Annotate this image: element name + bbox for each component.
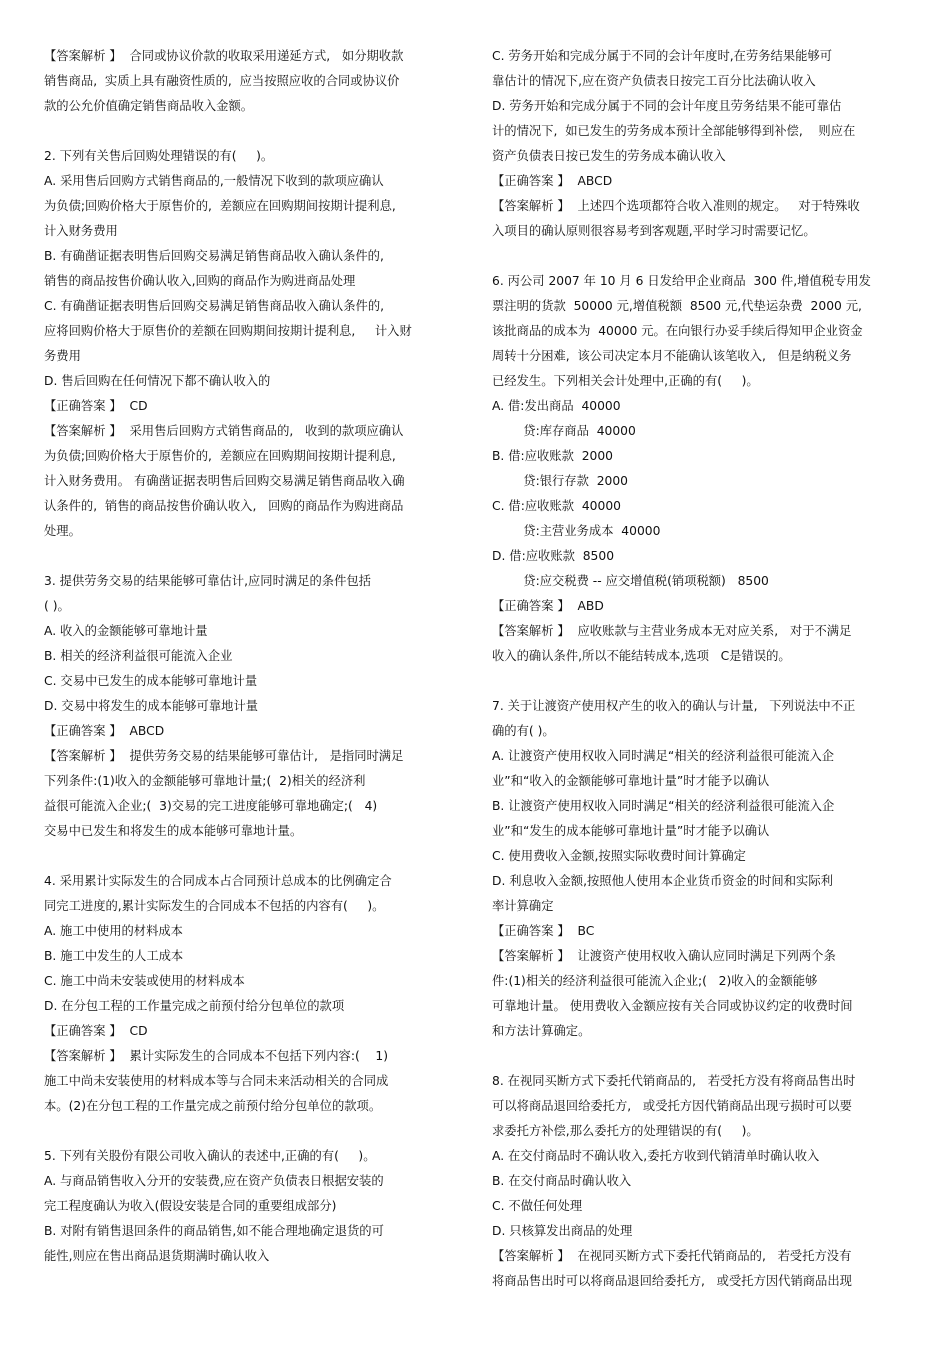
text-line: 求委托方补偿,那么委托方的处理错误的有( )。: [492, 1124, 759, 1138]
text-line: 和方法计算确定。: [492, 1024, 591, 1038]
text-line: 4. 采用累计实际发生的合同成本占合同预计总成本的比例确定合: [44, 874, 392, 888]
text-line: 【答案解析 】 提供劳务交易的结果能够可靠估计, 是指同时满足: [44, 749, 404, 763]
text-line: 收入的确认条件,所以不能结转成本,选项 C是错误的。: [492, 649, 791, 663]
text-line: 2. 下列有关售后回购处理错误的有( )。: [44, 149, 274, 163]
text-line: 计的情况下, 如已发生的劳务成本预计全部能够得到补偿, 则应在: [492, 124, 856, 138]
text-line: C. 交易中已发生的成本能够可靠地计量: [44, 674, 258, 688]
text-line: C. 不做任何处理: [492, 1199, 583, 1213]
text-line: B. 对附有销售退回条件的商品销售,如不能合理地确定退货的可: [44, 1224, 384, 1238]
text-line: A. 收入的金额能够可靠地计量: [44, 624, 208, 638]
text-line: A. 与商品销售收入分开的安装费,应在资产负债表日根据安装的: [44, 1174, 384, 1188]
left-column: [44, 44, 454, 1269]
text-line: [44, 1119, 454, 1144]
text-line: [492, 244, 904, 269]
text-line: 该批商品的成本为 40000 元。在向银行办妥手续后得知甲企业资金: [492, 324, 863, 338]
text-line: 同完工进度的,累计实际发生的合同成本不包括的内容有( )。: [44, 899, 385, 913]
text-line: 【答案解析 】 应收账款与主营业务成本无对应关系, 对于不满足: [492, 624, 852, 638]
text-line: 下列条件:(1)收入的金额能够可靠地计量;( 2)相关的经济利: [44, 774, 366, 788]
text-line: B. 施工中发生的人工成本: [44, 949, 184, 963]
text-line: [44, 844, 454, 869]
text-line: D. 交易中将发生的成本能够可靠地计量: [44, 699, 259, 713]
text-line: 已经发生。下列相关会计处理中,正确的有( )。: [492, 374, 759, 388]
text-line: 周转十分困难, 该公司决定本月不能确认该笔收入, 但是纳税义务: [492, 349, 852, 363]
text-line: 【正确答案 】 ABCD: [492, 174, 613, 188]
text-line: 为负债;回购价格大于原售价的, 差额应在回购期间按期计提利息,: [44, 449, 396, 463]
text-line: 施工中尚未安装使用的材料成本等与合同未来活动相关的合同成: [44, 1074, 389, 1088]
text-line: 计入财务费用: [44, 224, 118, 238]
text-line: [492, 1044, 904, 1069]
text-line: 确的有( )。: [492, 724, 555, 738]
text-line: A. 采用售后回购方式销售商品的,一般情况下收到的款项应确认: [44, 174, 384, 188]
text-line: 贷:库存商品 40000: [492, 424, 636, 438]
text-line: B. 相关的经济利益很可能流入企业: [44, 649, 233, 663]
text-line: A. 借:发出商品 40000: [492, 399, 621, 413]
text-line: ( )。: [44, 599, 70, 613]
text-line: C. 使用费收入金额,按照实际收费时间计算确定: [492, 849, 746, 863]
text-line: 6. 丙公司 2007 年 10 月 6 日发给甲企业商品 300 件,增值税专用发: [492, 274, 871, 288]
text-line: C. 借:应收账款 40000: [492, 499, 621, 513]
text-line: D. 只核算发出商品的处理: [492, 1224, 633, 1238]
text-line: B. 让渡资产使用权收入同时满足“相关的经济利益很可能流入企: [492, 799, 835, 813]
text-line: 【正确答案 】 BC: [492, 924, 595, 938]
text-line: 计入财务费用。 有确凿证据表明售后回购交易满足销售商品收入确: [44, 474, 405, 488]
text-line: [44, 544, 454, 569]
text-line: 完工程度确认为收入(假设安装是合同的重要组成部分): [44, 1199, 337, 1213]
text-line: 可靠地计量。 使用费收入金额应按有关合同或协议约定的收费时间: [492, 999, 853, 1013]
text-line: B. 在交付商品时确认收入: [492, 1174, 632, 1188]
text-line: 8. 在视同买断方式下委托代销商品的, 若受托方没有将商品售出时: [492, 1074, 856, 1088]
text-line: B. 有确凿证据表明售后回购交易满足销售商品收入确认条件的,: [44, 249, 384, 263]
text-line: 5. 下列有关股份有限公司收入确认的表述中,正确的有( )。: [44, 1149, 376, 1163]
text-line: 7. 关于让渡资产使用权产生的收入的确认与计量, 下列说法中不正: [492, 699, 856, 713]
text-line: C. 有确凿证据表明售后回购交易满足销售商品收入确认条件的,: [44, 299, 385, 313]
text-line: 销售商品, 实质上具有融资性质的, 应当按照应收的合同或协议价: [44, 74, 400, 88]
text-line: 本。(2)在分包工程的工作量完成之前预付给分包单位的款项。: [44, 1099, 382, 1113]
text-line: 【答案解析 】 在视同买断方式下委托代销商品的, 若受托方没有: [492, 1249, 852, 1263]
text-line: 【正确答案 】 ABCD: [44, 724, 165, 738]
text-line: D. 借:应收账款 8500: [492, 549, 615, 563]
text-line: [44, 119, 454, 144]
text-line: 【答案解析 】 采用售后回购方式销售商品的, 收到的款项应确认: [44, 424, 404, 438]
text-line: A. 让渡资产使用权收入同时满足“相关的经济利益很可能流入企: [492, 749, 835, 763]
right-column: [492, 44, 904, 1294]
text-line: 款的公允价值确定销售商品收入金额。: [44, 99, 254, 113]
text-line: D. 劳务开始和完成分属于不同的会计年度且劳务结果不能可靠估: [492, 99, 842, 113]
text-line: 3. 提供劳务交易的结果能够可靠估计,应同时满足的条件包括: [44, 574, 371, 588]
text-line: C. 施工中尚未安装或使用的材料成本: [44, 974, 245, 988]
text-line: 贷:主营业务成本 40000: [492, 524, 661, 538]
text-line: D. 在分包工程的工作量完成之前预付给分包单位的款项: [44, 999, 345, 1013]
text-line: 【答案解析 】 合同或协议价款的收取采用递延方式, 如分期收款: [44, 49, 404, 63]
text-line: 【正确答案 】 ABD: [492, 599, 604, 613]
text-line: B. 借:应收账款 2000: [492, 449, 613, 463]
text-line: 【正确答案 】 CD: [44, 399, 148, 413]
text-line: 【正确答案 】 CD: [44, 1024, 148, 1038]
text-line: 入项目的确认原则很容易考到客观题,平时学习时需要记忆。: [492, 224, 816, 238]
text-line: 票注明的货款 50000 元,增值税额 8500 元,代垫运杂费 2000 元,: [492, 299, 862, 313]
text-line: 【答案解析 】 累计实际发生的合同成本不包括下列内容:( 1): [44, 1049, 389, 1063]
text-line: 业”和“发生的成本能够可靠地计量”时才能予以确认: [492, 824, 770, 838]
text-line: 应将回购价格大于原售价的差额在回购期间按期计提利息, 计入财: [44, 324, 412, 338]
text-line: 贷:银行存款 2000: [492, 474, 629, 488]
text-line: 资产负债表日按已发生的劳务成本确认收入: [492, 149, 726, 163]
text-line: 件:(1)相关的经济利益很可能流入企业;( 2)收入的金额能够: [492, 974, 818, 988]
text-line: 【答案解析 】 上述四个选项都符合收入准则的规定。 对于特殊收: [492, 199, 860, 213]
text-line: D. 利息收入金额,按照他人使用本企业货币资金的时间和实际利: [492, 874, 833, 888]
text-line: 销售的商品按售价确认收入,回购的商品作为购进商品处理: [44, 274, 356, 288]
text-line: D. 售后回购在任何情况下都不确认收入的: [44, 374, 271, 388]
text-line: 率计算确定: [492, 899, 554, 913]
text-line: 益很可能流入企业;( 3)交易的完工进度能够可靠地确定;( 4): [44, 799, 378, 813]
text-line: A. 在交付商品时不确认收入,委托方收到代销清单时确认收入: [492, 1149, 820, 1163]
text-line: 务费用: [44, 349, 81, 363]
text-line: C. 劳务开始和完成分属于不同的会计年度时,在劳务结果能够可: [492, 49, 833, 63]
text-line: 可以将商品退回给委托方, 或受托方因代销商品出现亏损时可以要: [492, 1099, 852, 1113]
text-line: 业”和“收入的金额能够可靠地计量”时才能予以确认: [492, 774, 770, 788]
text-line: [492, 669, 904, 694]
text-line: 将商品售出时可以将商品退回给委托方, 或受托方因代销商品出现: [492, 1274, 852, 1288]
text-line: 处理。: [44, 524, 81, 538]
text-line: 能性,则应在售出商品退货期满时确认收入: [44, 1249, 270, 1263]
text-line: 靠估计的情况下,应在资产负债表日按完工百分比法确认收入: [492, 74, 816, 88]
text-line: A. 施工中使用的材料成本: [44, 924, 183, 938]
text-line: 交易中已发生和将发生的成本能够可靠地计量。: [44, 824, 303, 838]
text-line: 认条件的, 销售的商品按售价确认收入, 回购的商品作为购进商品: [44, 499, 404, 513]
text-line: 为负债;回购价格大于原售价的, 差额应在回购期间按期计提利息,: [44, 199, 396, 213]
text-line: 贷:应交税费 -- 应交增值税(销项税额) 8500: [492, 574, 769, 588]
text-line: 【答案解析 】 让渡资产使用权收入确认应同时满足下列两个条: [492, 949, 836, 963]
